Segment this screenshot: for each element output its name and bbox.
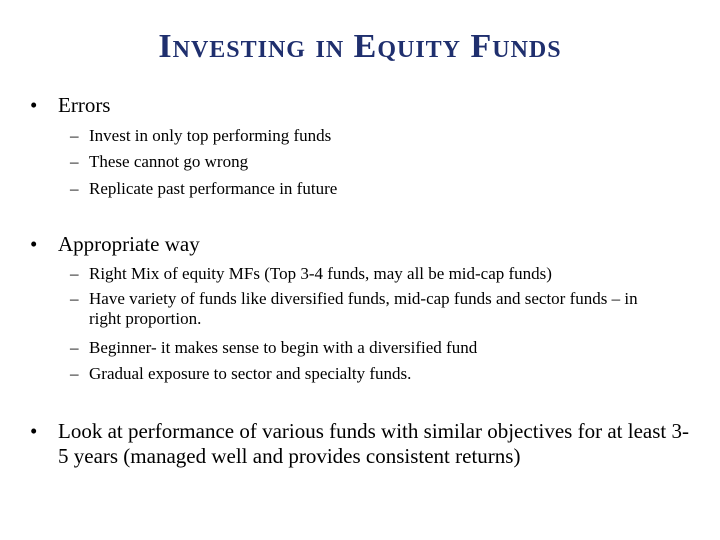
bullet-errors: [30, 93, 690, 118]
bullet-heading: Look at performance of various funds with similar objectives for at least 3-5 years (managed well and provides consistent returns): [58, 419, 689, 468]
dash-marker: –: [70, 289, 79, 308]
sub-item: [70, 179, 670, 199]
bullet-heading: Errors: [58, 93, 111, 117]
dash-marker: –: [70, 179, 79, 198]
sub-item: [70, 126, 670, 146]
sub-item: [70, 289, 670, 329]
sub-item: [70, 152, 670, 172]
slide-title: Investing in Equity Funds: [158, 28, 562, 65]
bullet-heading: Appropriate way: [58, 232, 200, 256]
bullet-appropriate-way: [30, 232, 690, 257]
sub-item: [70, 338, 670, 358]
sub-item-text: Have variety of funds like diversified funds, mid-cap funds and sector funds – in right proportion.: [89, 289, 638, 328]
dash-marker: –: [70, 338, 79, 357]
dash-marker: –: [70, 364, 79, 383]
sub-item-text: These cannot go wrong: [89, 152, 249, 171]
sub-item-text: Invest in only top performing funds: [89, 126, 332, 145]
dash-marker: –: [70, 152, 79, 171]
sub-item-text: Gradual exposure to sector and specialty funds.: [89, 364, 412, 383]
sub-item: [70, 364, 670, 384]
bullet-marker: •: [30, 93, 38, 117]
sub-item-text: Right Mix of equity MFs (Top 3-4 funds, may all be mid-cap funds): [89, 264, 552, 283]
bullet-marker: •: [30, 232, 38, 256]
dash-marker: –: [70, 264, 79, 283]
sub-item: [70, 264, 670, 284]
bullet-look-at-performance: [30, 419, 690, 469]
sub-item-text: Replicate past performance in future: [89, 179, 338, 198]
sub-item-text: Beginner- it makes sense to begin with a diversified fund: [89, 338, 478, 357]
bullet-marker: •: [30, 419, 38, 443]
dash-marker: –: [70, 126, 79, 145]
